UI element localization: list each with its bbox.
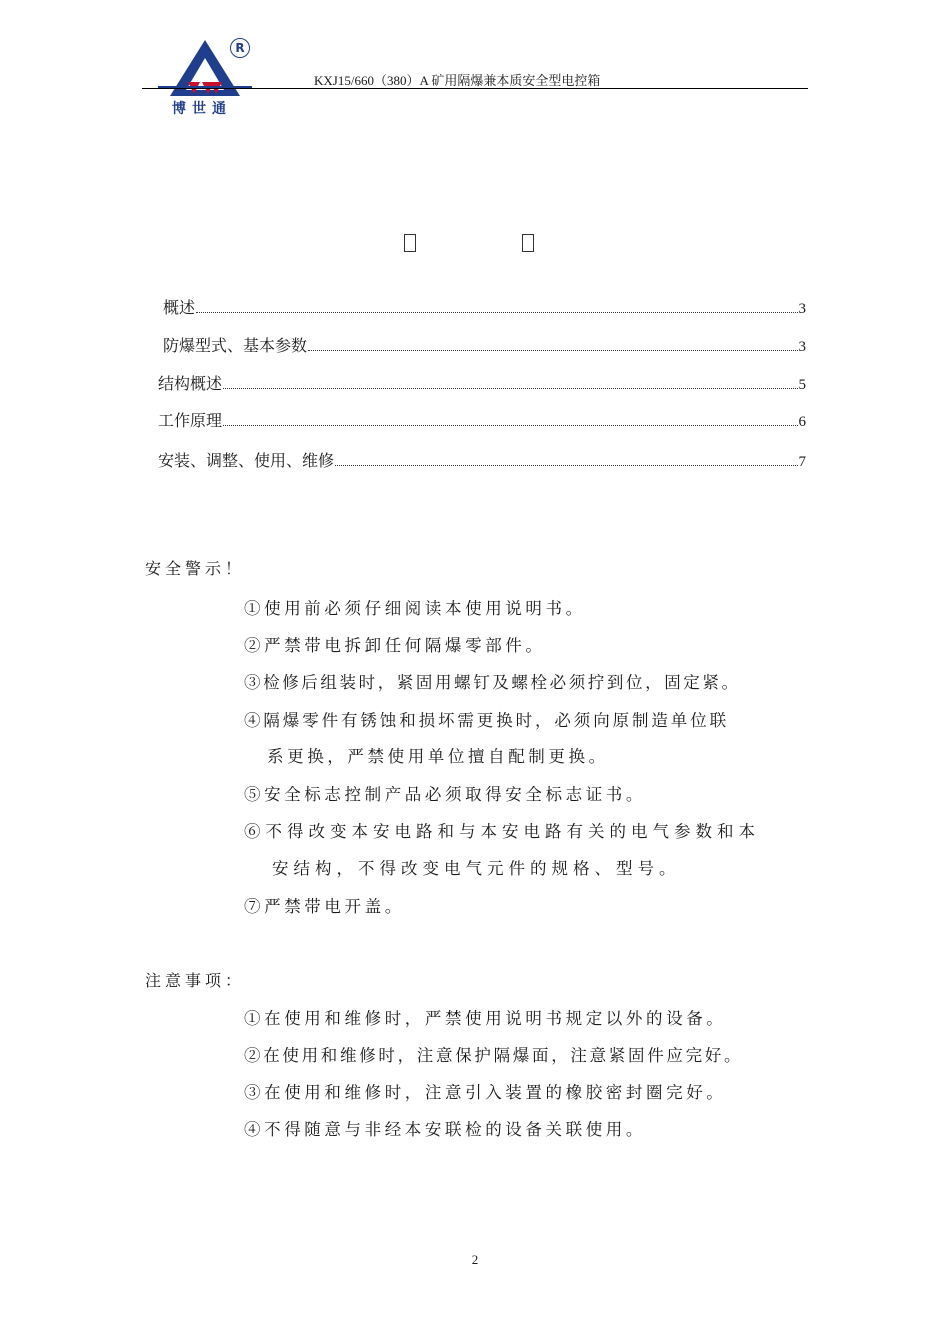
toc-title-glyph-2: [522, 234, 534, 252]
safety-item: ⑦严禁带电开盖。: [244, 897, 405, 916]
toc-entry-page: 6: [798, 414, 806, 430]
toc-entry-page: 3: [798, 339, 806, 355]
safety-heading: 安全警示！: [145, 559, 246, 578]
safety-item-continuation: 安结构，不得改变电气元件的规格、型号。: [272, 859, 681, 878]
toc-entry-label: 结构概述: [158, 374, 223, 393]
toc-entry-page: 7: [798, 454, 806, 470]
toc-entry[interactable]: [158, 368, 806, 394]
toc-entry-label: 防爆型式、基本参数: [163, 336, 308, 355]
safety-item: ⑥不得改变本安电路和与本安电路有关的电气参数和本: [244, 822, 760, 841]
safety-item: ⑤安全标志控制产品必须取得安全标志证书。: [244, 785, 646, 804]
notes-item: ①在使用和维修时，严禁使用说明书规定以外的设备。: [244, 1009, 727, 1028]
notes-item: ②在使用和维修时，注意保护隔爆面，注意紧固件应完好。: [244, 1046, 744, 1065]
page-number: 2: [471, 1252, 479, 1267]
toc-entry-label: 工作原理: [158, 411, 223, 430]
toc-entry[interactable]: [163, 330, 806, 356]
brand-name: 博世通: [172, 101, 232, 117]
toc-entry[interactable]: [163, 292, 806, 318]
registered-mark: R: [230, 38, 250, 58]
notes-item: ③在使用和维修时，注意引入装置的橡胶密封圈完好。: [244, 1083, 727, 1102]
toc-leader-dots: [308, 350, 797, 351]
safety-item-continuation: 系更换，严禁使用单位擅自配制更换。: [267, 747, 609, 766]
toc-entry-label: 安装、调整、使用、维修: [158, 451, 335, 470]
toc-entry-page: 3: [798, 301, 806, 317]
toc-title-glyph-1: [404, 234, 416, 252]
header-divider: [142, 88, 808, 89]
safety-item: ④隔爆零件有锈蚀和损坏需更换时，必须向原制造单位联: [244, 711, 729, 730]
safety-item: ②严禁带电拆卸任何隔爆零部件。: [244, 636, 546, 655]
notes-heading: 注意事项：: [145, 971, 246, 990]
toc-title: [404, 234, 534, 252]
toc-leader-dots: [223, 388, 797, 389]
document-header-title: KXJ15/660（380）A 矿用隔爆兼本质安全型电控箱: [314, 73, 601, 88]
toc-entry-label: 概述: [163, 298, 196, 317]
notes-item: ④不得随意与非经本安联检的设备关联使用。: [244, 1120, 646, 1139]
toc-leader-dots: [223, 425, 797, 426]
toc-leader-dots: [196, 312, 797, 313]
toc-leader-dots: [335, 465, 797, 466]
safety-item: ①使用前必须仔细阅读本使用说明书。: [244, 599, 586, 618]
toc-entry-page: 5: [798, 377, 806, 393]
toc-entry[interactable]: [158, 445, 806, 471]
safety-item: ③检修后组装时，紧固用螺钉及螺栓必须拧到位，固定紧。: [244, 673, 741, 692]
toc-entry[interactable]: [158, 405, 806, 431]
